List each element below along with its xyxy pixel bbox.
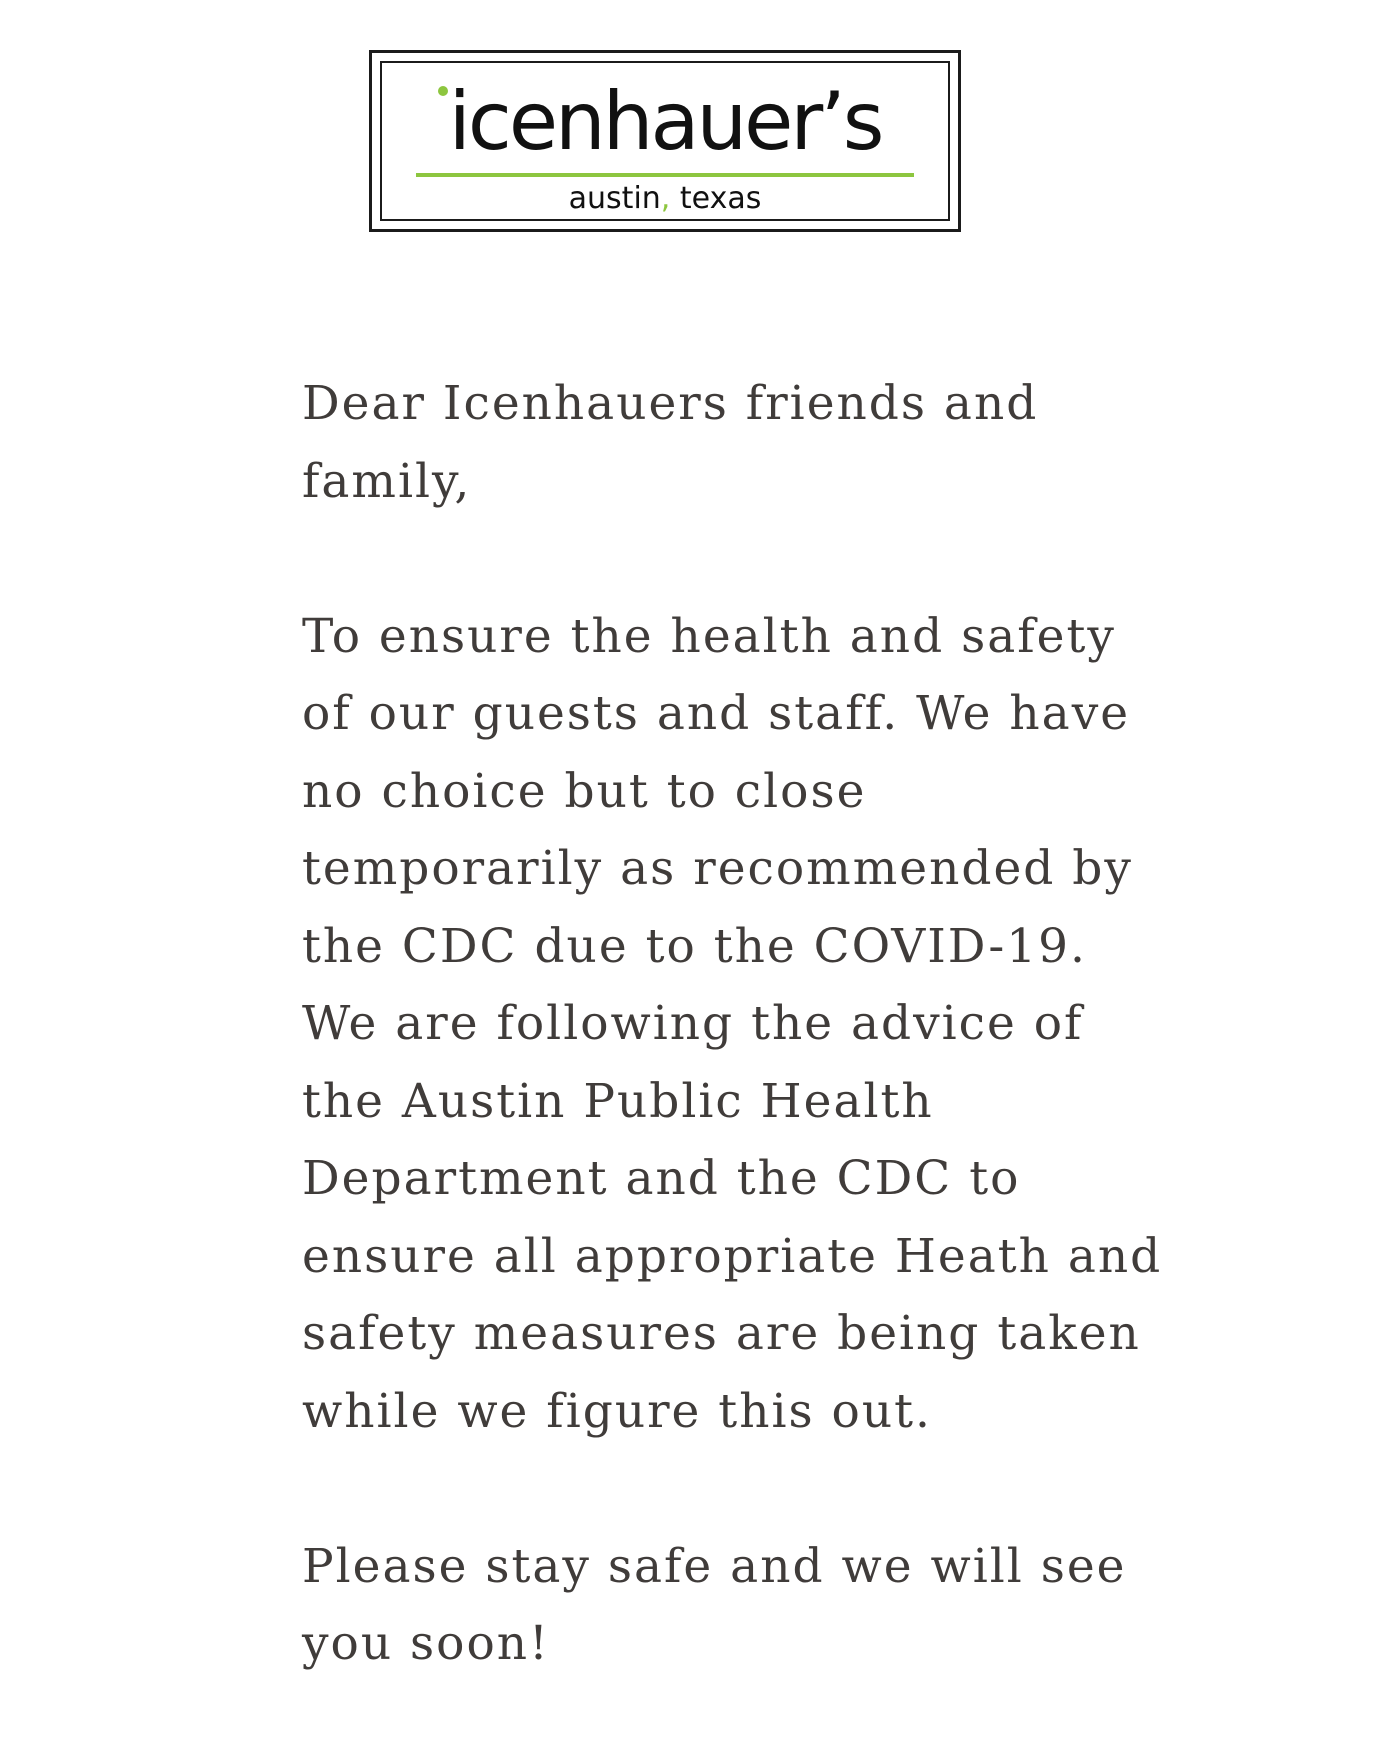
logo-name: icenhauer’s: [448, 75, 882, 168]
text-line: safety measures are being taken: [302, 1306, 1141, 1361]
text-line: Dear Icenhauers friends and: [302, 376, 1039, 431]
paragraph-gap: [302, 520, 1162, 598]
text-line: Please stay safe and we will see: [302, 1538, 1127, 1594]
logo: [369, 50, 961, 232]
text-line: of our guests and staff. We have: [302, 686, 1131, 741]
text-line: To ensure the health and safety: [302, 608, 1116, 664]
text-line: ensure all appropriate Heath and: [302, 1228, 1163, 1284]
text-line: the CDC due to the COVID-19.: [302, 918, 1087, 974]
logo-subtitle-city: austin: [568, 181, 661, 216]
letter-main-paragraph: [302, 598, 1162, 1451]
text-line: while we figure this out.: [302, 1383, 932, 1439]
text-line: you soon!: [302, 1616, 550, 1671]
text-line: no choice but to close: [302, 763, 867, 819]
logo-dot-icon: [438, 86, 448, 96]
logo-frame: [380, 61, 950, 221]
logo-subtitle: [382, 181, 948, 217]
text-line: the Austin Public Health: [302, 1073, 934, 1129]
logo-underline: [416, 173, 914, 177]
letter-body: [302, 365, 1162, 1683]
text-line: family,: [302, 453, 472, 509]
text-line: We are following the advice of: [302, 996, 1084, 1051]
logo-subtitle-state: texas: [670, 181, 762, 216]
paragraph-gap: [302, 1450, 1162, 1528]
logo-subtitle-comma: ,: [660, 181, 671, 216]
letter-closing: [302, 1528, 1162, 1683]
text-line: temporarily as recommended by: [302, 841, 1133, 896]
letter-greeting: [302, 365, 1162, 520]
text-line: Department and the CDC to: [302, 1151, 1021, 1206]
